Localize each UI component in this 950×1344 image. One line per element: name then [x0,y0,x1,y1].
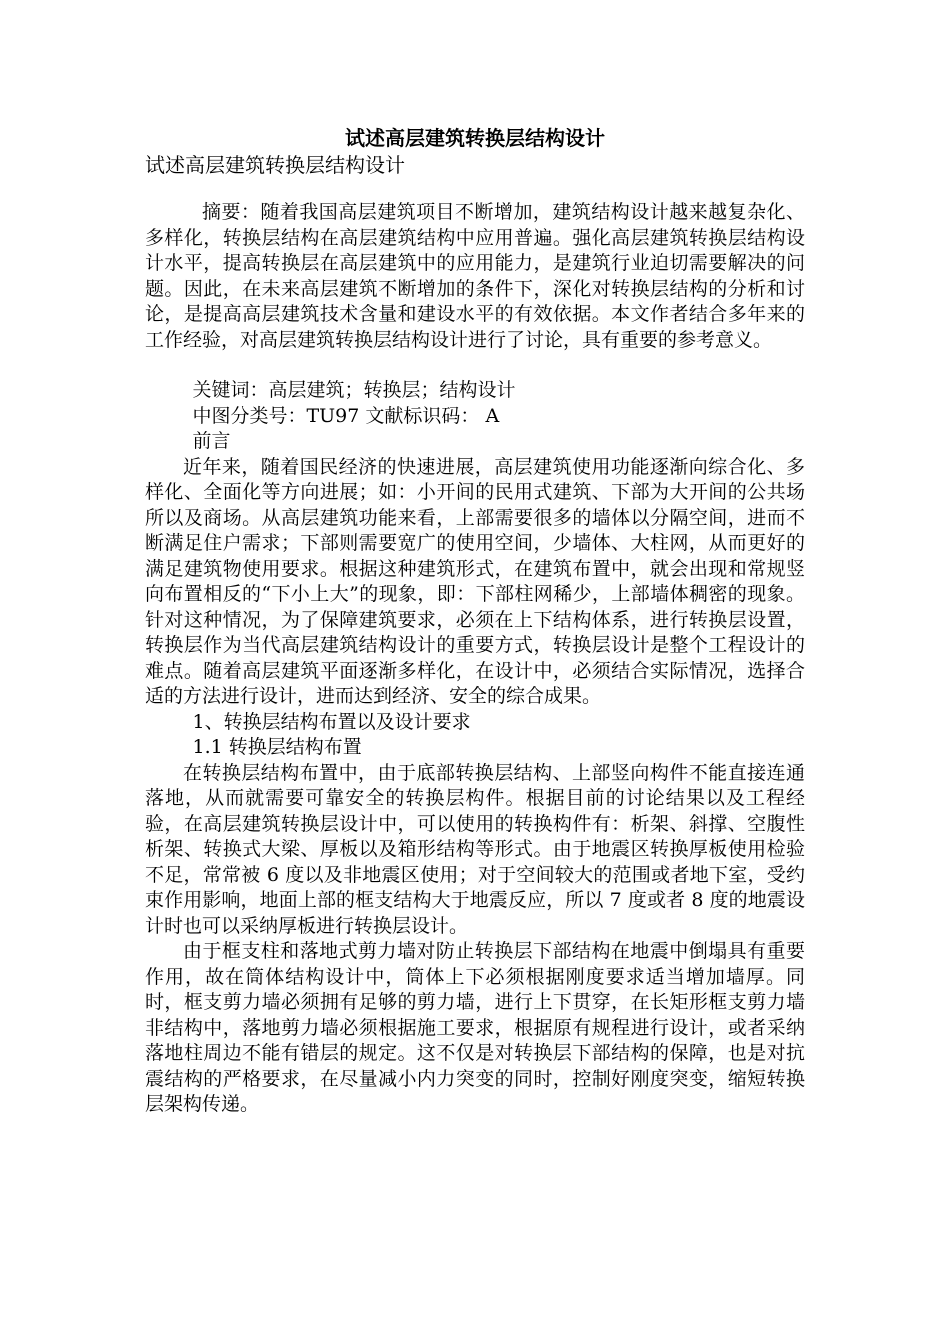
subsection-heading: 1.1 转换层结构布置 [192,736,362,758]
document-body [145,200,805,1118]
abstract-paragraph: 摘要：随着我国高层建筑项目不断增加，建筑结构设计越来越复杂化、多样化，转换层结构在高层建筑结构中应用普遍。强化高层建筑转换层结构设计水平，提高转换层在高层建筑中的应用能力，是建筑行业迫切需要解决的问题。因此，在未来高层建筑不断增加的条件下，深化对转换层结构的分析和讨论，是提高高层建筑技术含量和建设水平的有效依据。本文作者结合多年来的工作经验，对高层建筑转换层结构设计进行了讨论，具有重要的参考意义。 [145,201,805,351]
preface-heading: 前言 [192,430,231,452]
document-subtitle: 试述高层建筑转换层结构设计 [145,153,405,177]
body-paragraph: 在转换层结构布置中，由于底部转换层结构、上部竖向构件不能直接连通落地，从而就需要可靠安全的转换层构件。根据目前的讨论结果以及工程经验，在高层建筑转换层设计中，可以使用的转换构件有：析架、斜撑、空腹性析架、转换式大梁、厚板以及箱形结构等形式。由于地震区转换厚板使用检验不足，常常被 6 度以及非地震区使用；对于空间较大的范围或者地下室，受约束作用影响，地面上部的框支结构大于地震反应，所以 7 度或者 8 度的地震设计时也可以采纳厚板进行转换层设计。 [145,761,805,937]
preface-paragraph: 近年来，随着国民经济的快速进展，高层建筑使用功能逐渐向综合化、多样化、全面化等方向进展；如：小开间的民用式建筑、下部为大开间的公共场所以及商场。从高层建筑功能来看，上部需要很多的墙体以分隔空间，进而不断满足住户需求；下部则需要宽广的使用空间，少墙体、大柱网，从而更好的满足建筑物使用要求。根据这种建筑形式，在建筑布置中，就会出现和常规竖向布置相反的“下小上大”的现象，即：下部柱网稀少，上部墙体稠密的现象。针对这种情况，为了保障建筑要求，必须在上下结构体系，进行转换层设置，转换层作为当代高层建筑结构设计的重要方式，转换层设计是整个工程设计的难点。随着高层建筑平面逐渐多样化，在设计中，必须结合实际情况，选择合适的方法进行设计，进而达到经济、安全的综合成果。 [145,455,805,707]
classification-line: 中图分类号：TU97 文献标识码： A [192,404,500,427]
keywords-line: 关键词：高层建筑；转换层；结构设计 [192,379,516,401]
document-title: 试述高层建筑转换层结构设计 [345,126,605,150]
spacer [145,353,805,378]
body-paragraph: 由于框支柱和落地式剪力墙对防止转换层下部结构在地震中倒塌具有重要作用，故在筒体结构设计中，筒体上下必须根据刚度要求适当增加墙厚。同时，框支剪力墙必须拥有足够的剪力墙，进行上下贯穿，在长矩形框支剪力墙非结构中，落地剪力墙必须根据施工要求，根据原有规程进行设计，或者采纳落地柱周边不能有错层的规定。这不仅是对转换层下部结构的保障，也是对抗震结构的严格要求，在尽量减小内力突变的同时，控制好刚度突变，缩短转换层架构传递。 [145,940,805,1115]
section-heading: 1、转换层结构布置以及设计要求 [192,710,471,733]
